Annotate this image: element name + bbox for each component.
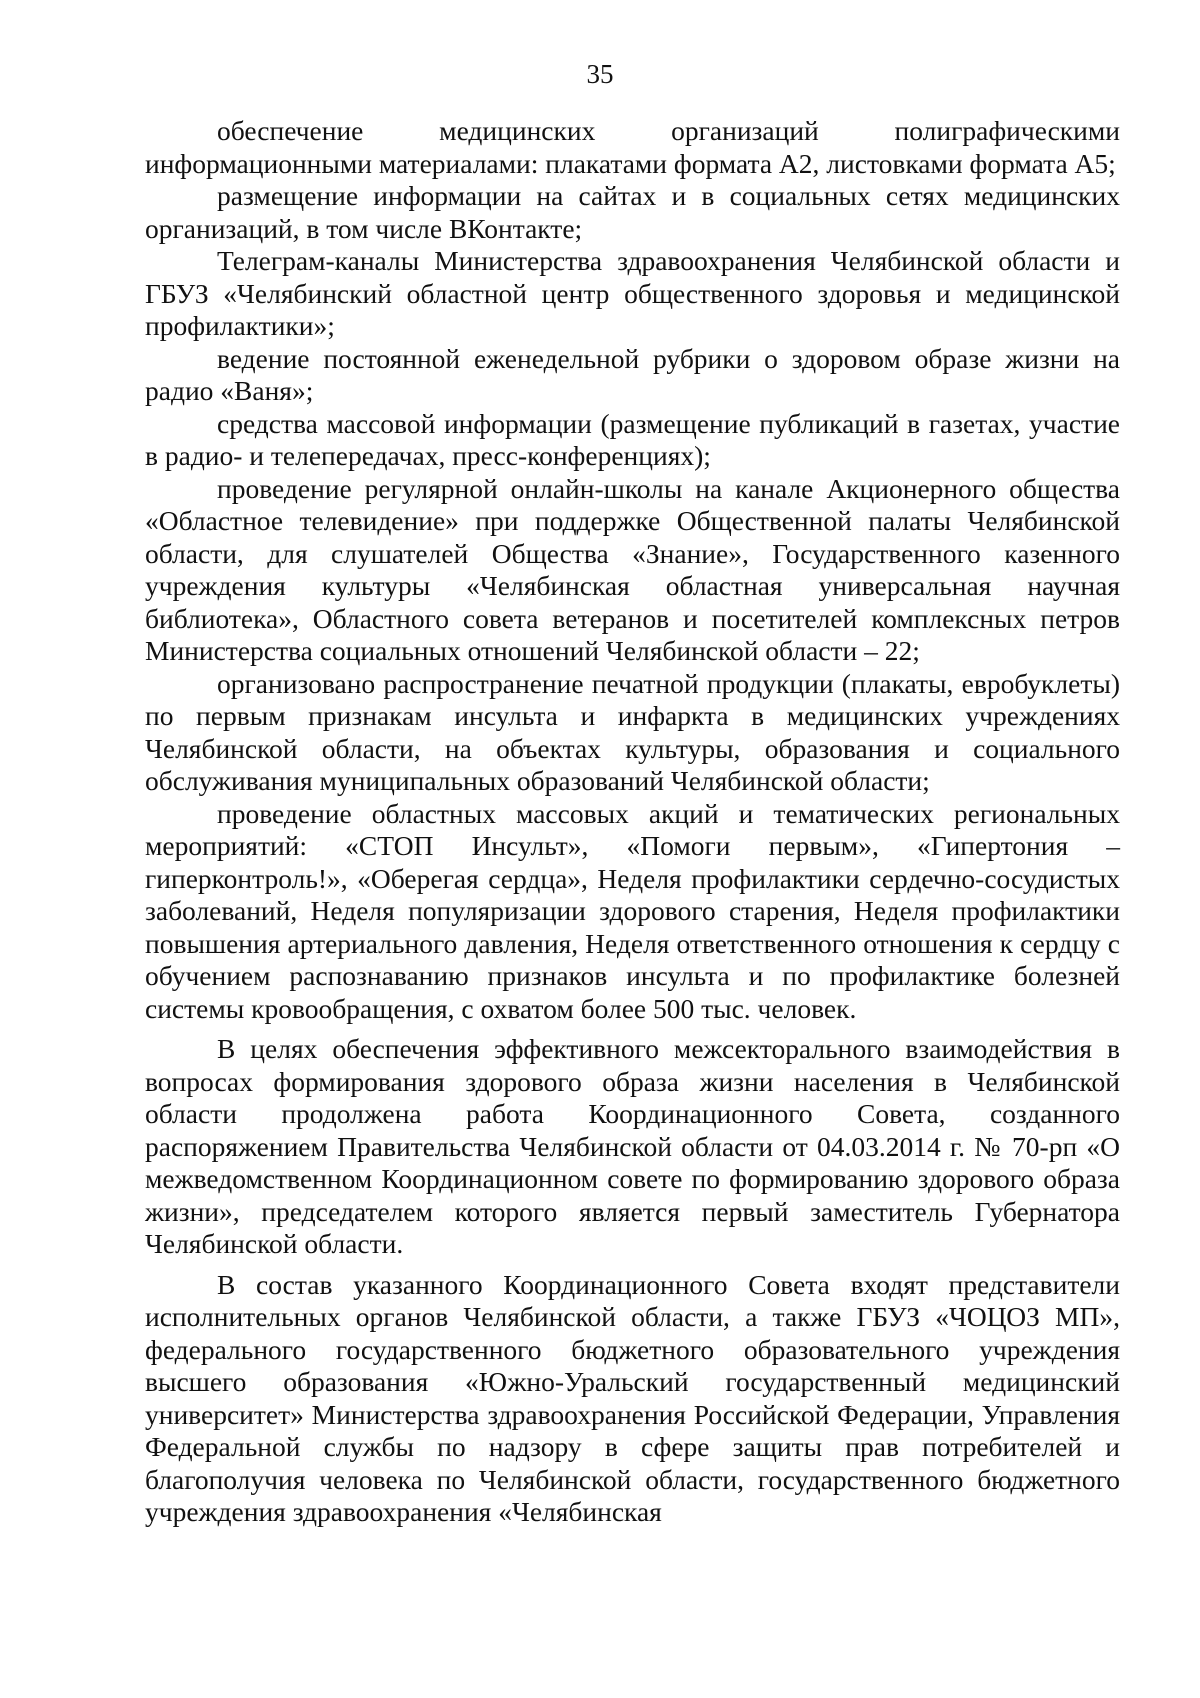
paragraph-social-networks: размещение информации на сайтах и в социальных сетях медицинских организаций, в том числе ВКонтакте; [145, 180, 1120, 244]
paragraph-council-members: В состав указанного Координационного Совета входят представители исполнительных органов Челябинской области, а также ГБУЗ «ЧОЦОЗ МП», федерального государственного бюджетного образовательного учреждения высшего образования «Южно-Уральский государственный медицинский университет» Министерства здравоохранения Российской Федерации, Управления Федеральной службы по надзору в сфере защиты прав потребителей и благополучия человека по Челябинской области, государственного бюджетного учреждения здравоохранения «Челябинская [145, 1268, 1120, 1527]
paragraph-print-materials: обеспечение медицинских организаций полиграфическими информационными материалами: плакатами формата А2, листовками формата А5; [145, 115, 1120, 179]
paragraph-coordination-council: В целях обеспечения эффективного межсекторального взаимодействия в вопросах формирования здорового образа жизни населения в Челябинской области продолжена работа Координационного Совета, созданного распоряжением Правительства Челябинской области от 04.03.2014 г. № 70-рп «О межведомственном Координационном совете по формированию здорового образа жизни», председателем которого является первый заместитель Губернатора Челябинской области. [145, 1033, 1120, 1259]
page-number: 35 [586, 59, 614, 89]
document-body [145, 115, 1120, 1529]
paragraph-radio-rubric: ведение постоянной еженедельной рубрики о здоровом образе жизни на радио «Ваня»; [145, 342, 1120, 406]
paragraph-telegram-channels: Телеграм-каналы Министерства здравоохранения Челябинской области и ГБУЗ «Челябинский областной центр общественного здоровья и медицинской профилактики»; [145, 245, 1120, 341]
paragraph-online-school: проведение регулярной онлайн-школы на канале Акционерного общества «Областное телевидение» при поддержке Общественной палаты Челябинской области, для слушателей Общества «Знание», Государственного казенного учреждения культуры «Челябинская областная универсальная научная библиотека», Областного совета ветеранов и посетителей комплексных петров Министерства социальных отношений Челябинской области – 22; [145, 472, 1120, 666]
paragraph-regional-campaigns: проведение областных массовых акций и тематических региональных мероприятий: «СТОП Инсульт», «Помоги первым», «Гипертония – гиперконтроль!», «Оберегая сердца», Неделя профилактики сердечно-сосудистых заболеваний, Неделя популяризации здорового старения, Неделя профилактики повышения артериального давления, Неделя ответственного отношения к сердцу с обучением распознаванию признаков инсульта и по профилактике болезней системы кровообращения, с охватом более 500 тыс. человек. [145, 797, 1120, 1024]
paragraph-printed-products: организовано распространение печатной продукции (плакаты, евробуклеты) по первым признакам инсульта и инфаркта в медицинских учреждениях Челябинской области, на объектах культуры, образования и социального обслуживания муниципальных образований Челябинской области; [145, 667, 1120, 796]
paragraph-mass-media: средства массовой информации (размещение публикаций в газетах, участие в радио- и телепередачах, пресс-конференциях); [145, 407, 1120, 471]
